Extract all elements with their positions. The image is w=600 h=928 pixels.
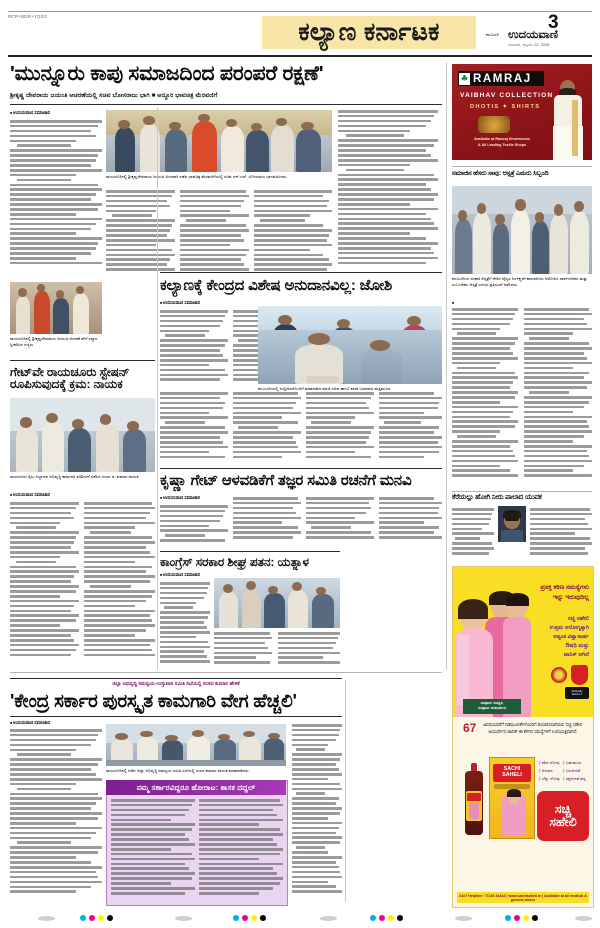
ad-ramraj[interactable] [452, 64, 592, 160]
sachi-trust-badge [571, 665, 588, 685]
ramraj-logo [458, 71, 544, 86]
sachi-product-box [489, 757, 535, 839]
bottom-rule-bottom [10, 716, 342, 717]
gateway-body-col2 [84, 502, 155, 670]
benefit-item: ⟩ ಆಯಾಸ [539, 767, 563, 775]
ramraj-ornament [478, 116, 510, 133]
lead-photo-secondary [10, 282, 102, 334]
right-rule-2 [452, 491, 592, 492]
kalyana-byline: ■ ಉದಯವಾಣಿ ಸಮಾಚಾರ [160, 300, 200, 305]
kalyana-rule [160, 272, 442, 273]
page-number: 3 [548, 12, 559, 33]
masthead-bottom-rule [8, 55, 592, 57]
sachi-logo-line-2: ಸಹೇಲಿ [549, 815, 577, 830]
kalyana-body-col3 [160, 392, 228, 464]
sachi-brand-logo [537, 791, 589, 841]
column-rule-2 [446, 62, 447, 670]
clinically-tested-badge: Clinically Tested ✔ [565, 687, 589, 699]
krishna-gate-headline: ಕೃಷ್ಣಾ ಗೇಟ್ ಆಳವಡಿಕೆಗೆ ತಜ್ಞರ ಸಮಿತಿ ರಚನೆಗೆ ಮನವಿ [160, 472, 412, 489]
registration-marks [0, 912, 600, 924]
purple-box-title: ನಮ್ಮ ಸರ್ಕಾರವಿದ್ದರೂ ಹೋರಾಟ: ಶಾಸಕ ದದ್ದಲ್ [106, 780, 286, 795]
column-rule-1 [157, 108, 158, 670]
purple-box-body-col1 [111, 799, 195, 899]
congress-body-col3 [278, 632, 340, 670]
publication-prefix: ಕಲಬುರಗಿ [486, 33, 500, 37]
right-story-2-portrait [498, 506, 526, 542]
sachi-logo-line-1: ಸಚ್ಚಿ [554, 801, 572, 816]
kalyana-headline: ಕಲ್ಯಾಣಕ್ಕೆ ಕೇಂದ್ರದ ವಿಶೇಷ ಅನುದಾನವಿಲ್ಲ: ಜೋಶಿ [160, 277, 392, 294]
right-story-1-body-col2 [524, 308, 592, 488]
kalyana-body-col4 [233, 392, 301, 464]
krishna-gate-body-col2 [233, 497, 301, 547]
availability-line-1: Available at Ramraj Showrooms [473, 137, 530, 141]
lead-body-col1 [10, 120, 102, 275]
lead-byline: ■ ಉದಯವಾಣಿ ಸಮಾಚಾರ [10, 110, 50, 115]
right-story-1-photo [452, 186, 592, 274]
sachi-sub-4: ಔಷಧಿ ಮತ್ತು [565, 642, 589, 649]
availability-line-2: & All Leading Textile Shops [477, 142, 527, 147]
benefit-item: ⟩ ಬೆನ್ನು ನೋವು [539, 775, 563, 783]
right-story-2-body-col2 [530, 508, 592, 560]
kalyana-body-col6 [379, 392, 442, 464]
gateway-byline: ■ ಉದಯವಾಣಿ ಸಮಾಚಾರ [10, 492, 50, 497]
benefit-item: ⟩ ರಕ್ತಹೀನತೆ ಹಸ್ತ [563, 775, 587, 783]
krishna-gate-body-col1 [160, 505, 228, 547]
right-story-1-headline: ನಮಾಜಿನ ಹೆಸರು ಸಾವು: ಆಸ್ಪತ್ರೆ ಎಮರು ಸಿಬ್ಬಂದಿ [452, 170, 549, 177]
bottom-photo [106, 724, 286, 766]
bottom-body-col1 [10, 729, 102, 901]
leaf-icon: ☘ [460, 74, 469, 83]
gateway-body-col1 [10, 502, 79, 670]
sachi-sub-5: ಟಾನಿಕ್ ಆಗಿದೆ [563, 651, 589, 658]
sachi-claim: ಅವಧಿಯವರೆಗೆ ಗಿಡಮೂಲಿಕೆಗಳೊಂದಿಗೆ ತಯಾರಿಸಲಾಗಿರುವ 'ಸಚ್ಚಿ ಸಹೇಲಿ' ಆಯುರ್ವೇದ ಟಾನಿಕ್ ಈ ಕೆಳಗಿನ ಸಮಸ್ಯೆಗಳಿಗೆ ಉಪಯುಕ್ತವಾಗಿದೆ. [483, 722, 583, 734]
sachi-benefits-list [539, 759, 589, 783]
masthead-top-rule [8, 11, 592, 12]
purple-box-body-col2 [199, 799, 283, 899]
lead-headline: 'ಮುನ್ನೂರು ಕಾಪು ಸಮಾಜದಿಂದ ಪರಂಪರೆ ರಕ್ಷಣೆ' [10, 62, 324, 85]
bottom-rule-top [10, 678, 342, 679]
ramraj-brand: RAMRAJ [473, 72, 532, 85]
ramraj-availability [456, 137, 548, 148]
sachi-green-banner [463, 699, 521, 714]
sachi-award-badge [551, 667, 567, 683]
sachi-sub-2: ಉತ್ತಮ ಆರೋಗ್ಯಕ್ಕಾಗಿ [549, 624, 589, 631]
right-story-1-byline [452, 300, 454, 305]
sachi-product-name-2: SAHELI [502, 772, 522, 778]
congress-body-col1 [160, 582, 210, 670]
right-rule-1 [452, 166, 592, 167]
bottom-kicker: ಜಿಲ್ಲಾ ಅಭಿವೃದ್ಧಿ ಸಮನ್ವಯ-ಉಸ್ತುವಾರಿ ಸಮಿತಿ ಸಭೆಯಲ್ಲಿ ಸಂಸದ ಕುಮಾರ ಹೇಳಿಕೆ [112, 681, 240, 687]
gateway-headline: ಗೇಟ್‌ವೇ ರಾಯಚೂರು ಸ್ಟೇಷನ್ ರೂಪಿಸುವುದಕ್ಕೆ ಕ್ರಮ: ನಾಯಕ [10, 365, 130, 392]
lead-body-col2 [106, 190, 175, 275]
ramraj-model-photo [548, 76, 589, 160]
lead-secondary-caption: ರಾಯಚೂರಿನಲ್ಲಿ ಶ್ರೀಕೃಷ್ಣದೇವರಾಯ ಜಯಂತಿ ಆಚರಣೆ ವೇಳೆ ಸನ್ಮಾನ ಸ್ವೀಕರಿಸಿದ ಗಣ್ಯರು. [10, 336, 98, 347]
krishna-gate-body-col3 [306, 497, 374, 547]
lead-rule [10, 104, 442, 105]
ad-sachi-saheli[interactable] [452, 566, 594, 908]
bottom-body-col-right [292, 724, 342, 902]
congress-headline: ಕಾಂಗ್ರೆಸ್ ಸರಕಾರ ಶೀಘ್ರ ಪತನ: ಯತ್ನಾಳ [160, 555, 309, 569]
gateway-photo [10, 398, 155, 472]
sachi-tagline-2: ಇನ್ನು ಇರುವುದಿಲ್ಲ [552, 593, 589, 601]
right-story-1-body-col1 [452, 308, 518, 488]
lead-photo-caption: ರಾಯಚೂರಿನಲ್ಲಿ ಶ್ರೀಕೃಷ್ಣದೇವರಾಯ ಜಯಂತಿ ಅಂಗವಾಗಿ ನಡೆದ ಭಾವಚಿತ್ರ ಮೆರವಣಿಗೆಯಲ್ಲಿ ಸಚಿವ ಎನ್.ಎಸ್. ಬೋಸರಾಜು ಭಾಗವಹಿಸಿದರು. [106, 174, 288, 179]
sachi-helpline: 24x7 Helpline: 77126 44444 | www.sachisaheli.in | Available at all medical & general stores [457, 892, 589, 903]
kalyana-photo-press [258, 330, 442, 384]
sachi-product-name-1: SACHI [503, 766, 521, 773]
lead-body-col5 [338, 110, 438, 275]
section-divider [10, 672, 442, 673]
publication-name: ಉದಯವಾಣಿ [508, 29, 558, 41]
krishna-gate-body-col4 [379, 497, 442, 547]
benefit-item: ⟩ ಬಲಹೀನತೆ [563, 767, 587, 775]
lead-body-col4 [254, 190, 332, 275]
bottom-byline: ■ ಉದಯವಾಣಿ ಸಮಾಚಾರ [10, 720, 50, 725]
sachi-green-1: ಸಂಪೂರ್ಣ ಸುರಕ್ಷಿತ, [480, 701, 504, 705]
bottom-photo-caption: ರಾಯಚೂರಿನಲ್ಲಿ ನಡೆದ ಜಿಲ್ಲಾ ಅಭಿವೃದ್ಧಿ ಸಮನ್ವಯ ಸಮಿತಿ ಸಭೆಯಲ್ಲಿ ಸಂಸದ ಕುಮಾರ ನಾಯಕ ಮಾತನಾಡಿದರು. [106, 768, 250, 773]
sachi-tagline [515, 583, 589, 603]
congress-byline: ■ ಉದಯವಾಣಿ ಸಮಾಚಾರ [160, 572, 200, 577]
sachi-green-2: ಸಂಪೂರ್ಣ ಆಯುರ್ವೇದ [478, 706, 506, 711]
benefit-item: ⟩ ಬಹುಮುಖ [563, 759, 587, 767]
sachi-stat-number: 67 [463, 721, 477, 735]
sachi-bottle [463, 763, 485, 835]
bottom-headline: 'ಕೇಂದ್ರ ಸರ್ಕಾರ ಪುರಸ್ಕೃತ ಕಾಮಗಾರಿ ವೇಗ ಹೆಚ್ಚಲಿ' [10, 690, 297, 711]
congress-photo [214, 578, 340, 628]
lead-subhead: ಶ್ರೀಕೃಷ್ಣ ದೇವರಾಯ ಜಯಂತಿ ಆಚರಣೆಯಲ್ಲಿ ಸಚಿವ ಬೋಸರಾಜು ಭಾಗಿ ■ ಅದ್ದೂರಿ ಭಾವಚಿತ್ರ ಮೆರವಣಿಗೆ [10, 92, 218, 99]
lead-photo-main [106, 110, 332, 172]
congress-rule [160, 551, 340, 552]
ramraj-products: DHOTIS ✦ SHIRTS [470, 104, 541, 110]
gateway-rule [10, 360, 155, 361]
kalyana-caption: ಕಲಬುರಗಿಯಲ್ಲಿ ಸುದ್ದಿಗಾರರೊಂದಿಗೆ ಮಾತನಾಡಿದ ಮಾಜಿ ಸಚಿವ ಹಾಗೂ ಶಾಸಕ ಬಸವರಾಜ ಮತ್ತಿಮೂಡ. [258, 386, 392, 391]
publication-date: ಕಲಬುರಗಿ, ಫೆಬ್ರವರಿ 22, 2026 [508, 43, 550, 47]
sachi-tagline-1: ಪ್ರಸಕ್ತ ಕಠಿಣ ಸಮಸ್ಯೆಗಳು [540, 584, 589, 591]
section-title: ಕಲ್ಯಾಣ ಕರ್ನಾಟಕ [298, 17, 440, 46]
right-story-2-body-col1 [452, 508, 494, 560]
ramraj-collection: VAIBHAV COLLECTION [460, 92, 554, 99]
krishna-gate-rule [160, 468, 442, 469]
registration-code: RCR+BDR+YDG3 [8, 14, 48, 19]
lead-body-col3 [180, 190, 249, 275]
benefit-item: ⟩ ಕಠಿಣ ನೋವು [539, 759, 563, 767]
right-story-1-caption: ಕಲಬುರಗಿಯ ಸರಕಾರಿ ಆಸ್ಪತ್ರೆಗೆ ಸೇರಿದ ವೈದ್ಯರ ನಿರ್ಲಕ್ಷ್ಯವೇ ಕಾರಣವೆಂದು ಆರೋಪಿಸಿ ಸಾರ್ವಜನಿಕರು ಮತ್ತು ಸಂಬಂಧಿಕರು ಆಸ್ಪತ್ರೆ ಎದುರು ಪ್ರತಿಭಟನೆ ನಡೆಸಿದರು. [452, 276, 588, 287]
sachi-subcopy [511, 615, 589, 660]
congress-body-col2 [214, 632, 272, 670]
masthead [0, 0, 600, 58]
kalyana-body-col5 [306, 392, 374, 464]
sachi-sub-3: ಅತ್ಯಂತ ವಿಶ್ವಾಸಾರ್ಹ [553, 633, 589, 640]
gateway-caption: ರಾಯಚೂರು ರೈಲು ನಿಲ್ದಾಣದ ಅಭಿವೃದ್ಧಿ ಕಾಮಗಾರಿ ಪರಿಶೀಲನೆ ನಡೆಸಿದ ಸಂಸದ ಜಿ. ಕುಮಾರ ನಾಯಕ. [10, 474, 140, 479]
krishna-gate-byline: ■ ಉದಯವಾಣಿ ಸಮಾಚಾರ [160, 495, 200, 500]
kalyana-body-col1 [160, 310, 228, 388]
sachi-sub-1: ಸಚ್ಚಿ ಸಹೇಲಿ [567, 616, 589, 622]
right-story-2-headline: ಕೆರೆಯಲ್ಲು ಹೋಗಿ ನೀರು ಪಾಲಾದ ಯುವಕ [452, 494, 542, 501]
column-rule-3 [345, 680, 346, 902]
